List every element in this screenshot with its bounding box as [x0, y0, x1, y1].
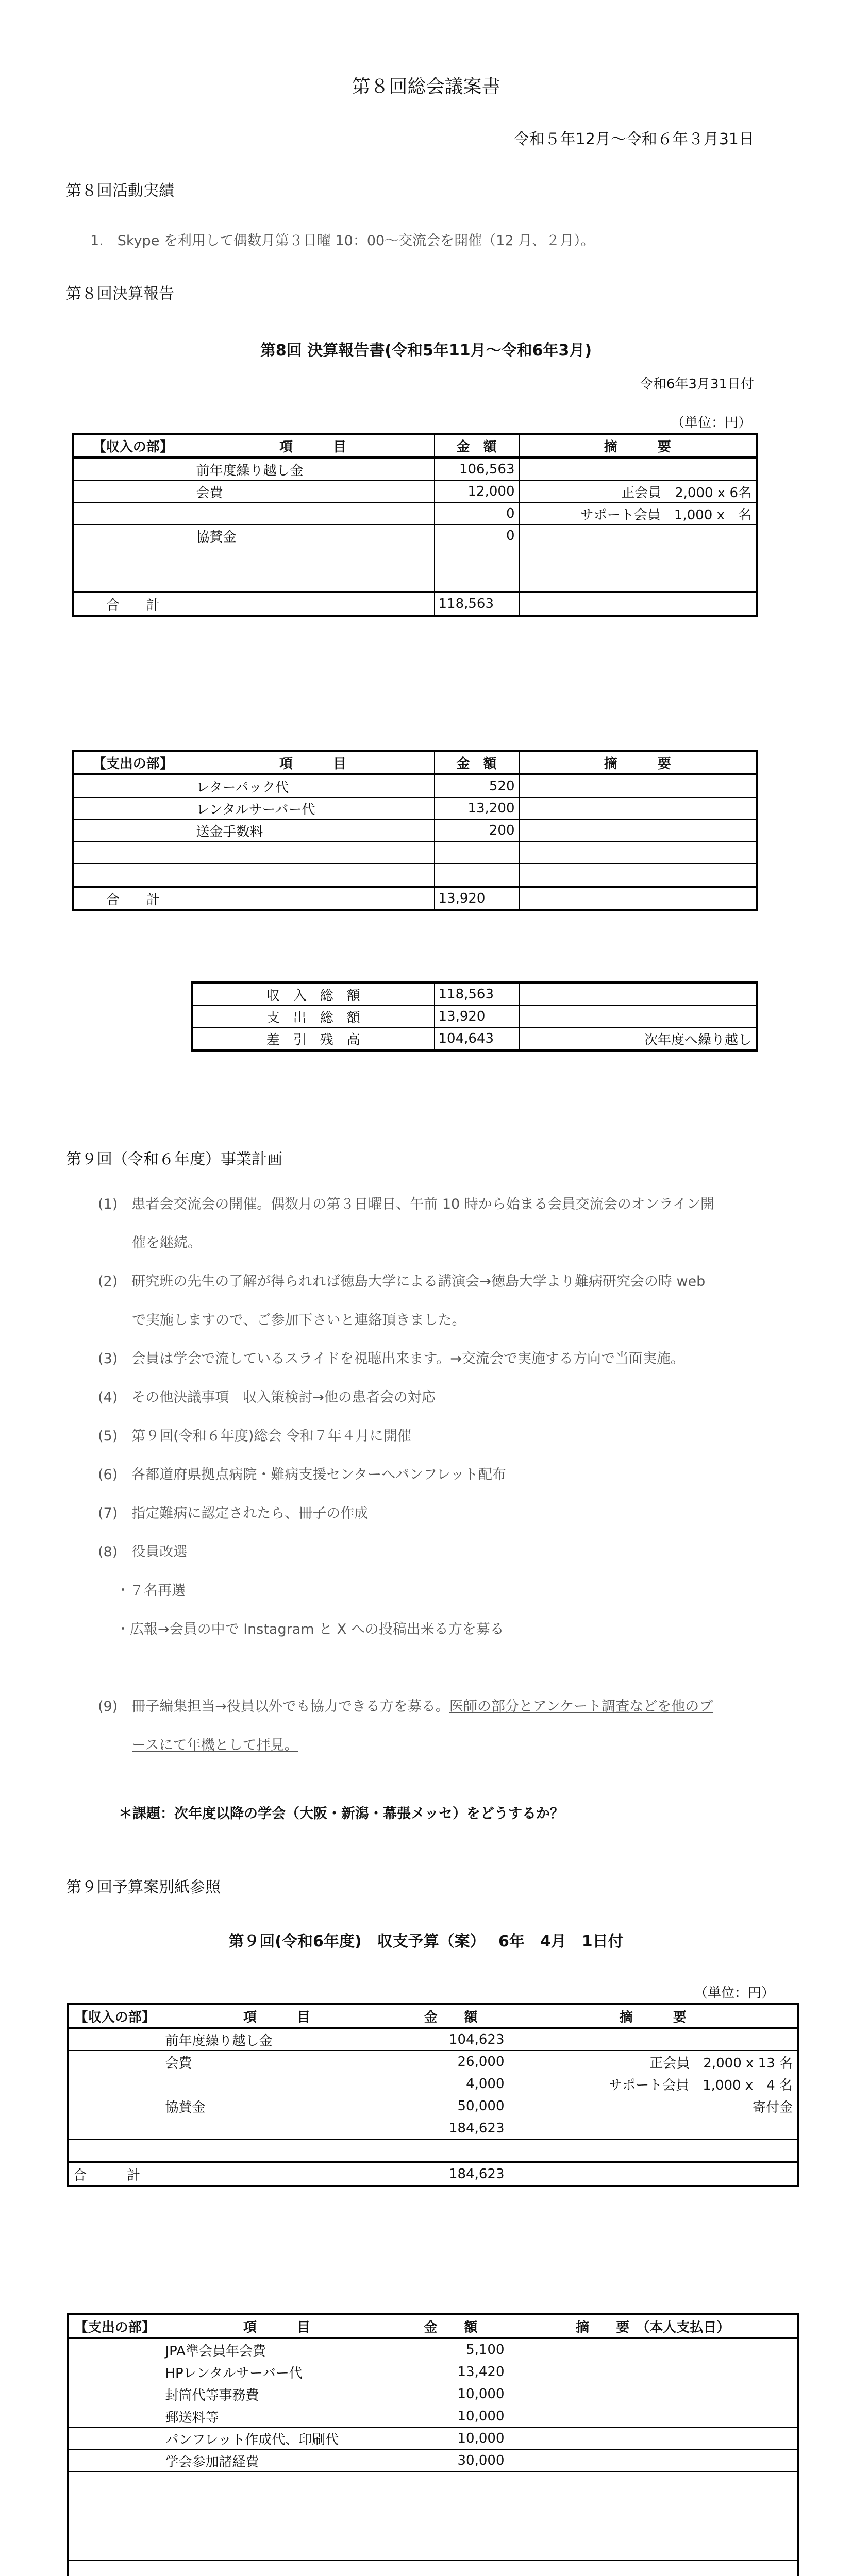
table-cell: 26,000 [393, 2051, 509, 2073]
table-row [73, 457, 757, 481]
table-cell [509, 2472, 798, 2494]
total-cell: 184,623 [393, 2162, 509, 2186]
table-cell: JPA準会員年会費 [161, 2338, 393, 2361]
table-cell [519, 798, 757, 820]
table-cell: 200 [434, 820, 519, 842]
table-row [68, 2361, 798, 2383]
table-cell [73, 481, 192, 503]
table-row [68, 2538, 798, 2561]
table-cell [509, 2383, 798, 2405]
table-cell [393, 2561, 509, 2576]
table-cell [73, 820, 192, 842]
table-cell [192, 569, 434, 592]
table-cell [393, 2472, 509, 2494]
table-row [68, 2472, 798, 2494]
table-cell [68, 2561, 161, 2576]
table-cell [192, 864, 434, 887]
table-row [73, 503, 757, 525]
table-row [68, 2405, 798, 2428]
total-row [68, 2162, 798, 2186]
table-cell [434, 547, 519, 569]
budget-title: 第９回(令和6年度) 収支予算（案） 6年 4月 1日付 [228, 1933, 624, 1951]
table-cell [73, 798, 192, 820]
table-cell: 会費 [161, 2051, 393, 2073]
plan-item: ・広報→会員の中で Instagram と X への投稿出来る方を募る [116, 1621, 504, 1637]
table-cell [434, 569, 519, 592]
column-header: 金 額 [434, 434, 519, 457]
column-header: 項 目 [192, 751, 434, 774]
table-cell [509, 2140, 798, 2163]
table-row [68, 2095, 798, 2117]
document-title: 第８回総会議案書 [352, 76, 500, 97]
summary-cell: 収 入 総 額 [192, 982, 434, 1006]
column-header: 【支出の部】 [73, 751, 192, 774]
table-cell [73, 774, 192, 798]
table-row [68, 2450, 798, 2472]
table-cell: 184,623 [393, 2117, 509, 2140]
table-cell: 前年度繰り越し金 [161, 2028, 393, 2051]
plan-item-9 [98, 1695, 713, 1715]
table-header-row [73, 434, 757, 457]
table-cell [68, 2095, 161, 2117]
column-header: 金 額 [393, 2314, 509, 2338]
plan-item-9-text: (9) 冊子編集担当→役員以外でも協力できる方を募る。 [98, 1699, 449, 1715]
total-cell: 合 計 [68, 2162, 161, 2186]
table-cell [509, 2028, 798, 2051]
table-cell: 正会員 2,000 x 13 名 [509, 2051, 798, 2073]
column-header: 項 目 [161, 2004, 393, 2028]
table-cell: 104,623 [393, 2028, 509, 2051]
budget-income-table [67, 2003, 799, 2187]
column-header: 摘 要 [519, 751, 757, 774]
table-cell [161, 2140, 393, 2163]
table-cell [68, 2051, 161, 2073]
column-header: 摘 要 （本人支払日） [509, 2314, 798, 2338]
table-cell: 13,200 [434, 798, 519, 820]
table-header-row [73, 751, 757, 774]
table-cell [192, 503, 434, 525]
plan-item: (3) 会員は学会で流しているスライドを視聴出来ます。→交流会で実施する方向で当面実施。 [98, 1351, 684, 1367]
table-cell: パンフレット作成代、印刷代 [161, 2428, 393, 2450]
table-header-row [68, 2314, 798, 2338]
table-cell: 寄付金 [509, 2095, 798, 2117]
table-cell [519, 842, 757, 864]
table-row [68, 2051, 798, 2073]
plan-item: (4) その他決議事項 収入策検討→他の患者会の対応 [98, 1389, 436, 1405]
summary-row [192, 1028, 757, 1051]
plan-item: (7) 指定難病に認定されたら、冊子の作成 [98, 1505, 369, 1521]
summary-cell [519, 1006, 757, 1028]
table-cell [73, 503, 192, 525]
table-header-row [68, 2004, 798, 2028]
table-cell: レターパック代 [192, 774, 434, 798]
table-cell [519, 457, 757, 481]
table-cell [519, 547, 757, 569]
table-row [68, 2117, 798, 2140]
settlement-report-date: 令和6年3月31日付 [639, 377, 754, 392]
table-cell: 50,000 [393, 2095, 509, 2117]
plan-item: (1) 患者会交流会の開催。偶数月の第３日曜日、午前 10 時から始まる会員交流会のオンライン開 [98, 1196, 714, 1212]
summary-cell: 支 出 総 額 [192, 1006, 434, 1028]
table-cell [434, 864, 519, 887]
column-header: 項 目 [161, 2314, 393, 2338]
total-cell [509, 2162, 798, 2186]
table-cell: 郵送料等 [161, 2405, 393, 2428]
plan-item: 催を継続。 [132, 1235, 202, 1251]
table-row [73, 774, 757, 798]
table-row [68, 2028, 798, 2051]
table-row [68, 2073, 798, 2095]
settlement-report-title: 第8回 決算報告書(令和5年11月～令和6年3月) [260, 342, 592, 360]
table-cell [509, 2338, 798, 2361]
table-cell [393, 2494, 509, 2516]
table-cell: HPレンタルサーバー代 [161, 2361, 393, 2383]
total-cell [192, 887, 434, 910]
total-cell [161, 2162, 393, 2186]
plan-item: (5) 第９回(令和６年度)総会 令和７年４月に開催 [98, 1428, 411, 1444]
activity-heading: 第８回活動実績 [66, 182, 174, 200]
summary-cell: 次年度へ繰り越し [519, 1028, 757, 1051]
table-cell: 5,100 [393, 2338, 509, 2361]
column-header: 摘 要 [519, 434, 757, 457]
table-cell: 10,000 [393, 2428, 509, 2450]
table-cell [68, 2028, 161, 2051]
table-cell: 13,420 [393, 2361, 509, 2383]
column-header: 金 額 [393, 2004, 509, 2028]
plan-heading: 第９回（令和６年度）事業計画 [66, 1150, 282, 1168]
plan-item-9-continued: ースにて年機として拝見。 [132, 1737, 298, 1753]
table-cell: 協賛金 [192, 525, 434, 547]
table-cell [509, 2428, 798, 2450]
table-cell: 10,000 [393, 2405, 509, 2428]
table-cell [519, 820, 757, 842]
table-row [68, 2516, 798, 2538]
total-cell: 13,920 [434, 887, 519, 910]
table-row [68, 2383, 798, 2405]
table-cell [68, 2383, 161, 2405]
table-cell [192, 547, 434, 569]
column-header: 【支出の部】 [68, 2314, 161, 2338]
table-cell [68, 2361, 161, 2383]
budget-expense-table [67, 2313, 799, 2576]
table-cell [393, 2538, 509, 2561]
table-cell [68, 2405, 161, 2428]
activity-item: 1. Skype を利用して偶数月第３日曜 10：00～交流会を開催（12 月、２月）。 [90, 233, 595, 249]
table-cell [73, 569, 192, 592]
table-cell: 0 [434, 525, 519, 547]
total-cell [192, 592, 434, 616]
table-cell [73, 842, 192, 864]
column-header: 摘 要 [509, 2004, 798, 2028]
issue-note: ＊課題：次年度以降の学会（大阪・新潟・幕張メッセ）をどうするか？ [119, 1806, 564, 1822]
table-cell [192, 842, 434, 864]
table-cell [68, 2338, 161, 2361]
table-cell [68, 2428, 161, 2450]
table-cell: 会費 [192, 481, 434, 503]
summary-row [192, 982, 757, 1006]
table-cell: 10,000 [393, 2383, 509, 2405]
table-cell: 送金手数料 [192, 820, 434, 842]
table-cell [68, 2140, 161, 2163]
plan-item-9-underlined: 医師の部分とアンケート調査などを他のブ [449, 1699, 713, 1715]
table-cell [434, 842, 519, 864]
total-row [73, 887, 757, 910]
table-row [73, 864, 757, 887]
table-cell [68, 2117, 161, 2140]
table-cell: 0 [434, 503, 519, 525]
settlement-summary-table [191, 981, 758, 1052]
table-cell [161, 2516, 393, 2538]
total-cell: 118,563 [434, 592, 519, 616]
table-cell: 学会参加諸経費 [161, 2450, 393, 2472]
table-row [68, 2428, 798, 2450]
table-cell: 4,000 [393, 2073, 509, 2095]
settlement-heading: 第８回決算報告 [66, 285, 174, 303]
plan-item: で実施しますので、ご参加下さいと連絡頂きました。 [132, 1312, 466, 1328]
settlement-expense-table [72, 750, 758, 911]
plan-item: (2) 研究班の先生の了解が得られれば徳島大学による講演会→徳島大学より難病研究会の時 web [98, 1274, 706, 1290]
table-cell [73, 864, 192, 887]
table-cell: サポート会員 1,000 x 名 [519, 503, 757, 525]
table-row [73, 547, 757, 569]
table-row [68, 2140, 798, 2163]
table-cell [68, 2073, 161, 2095]
summary-row [192, 1006, 757, 1028]
table-cell: 12,000 [434, 481, 519, 503]
table-cell [73, 525, 192, 547]
table-cell [509, 2450, 798, 2472]
table-row [68, 2561, 798, 2576]
table-row [68, 2494, 798, 2516]
settlement-income-table [72, 433, 758, 617]
table-cell [509, 2538, 798, 2561]
plan-item: (6) 各都道府県拠点病院・難病支援センターへパンフレット配布 [98, 1467, 506, 1483]
summary-cell: 13,920 [434, 1006, 519, 1028]
table-cell: 協賛金 [161, 2095, 393, 2117]
table-cell [161, 2494, 393, 2516]
table-cell: レンタルサーバー代 [192, 798, 434, 820]
summary-cell: 118,563 [434, 982, 519, 1006]
table-row [73, 569, 757, 592]
table-cell [161, 2538, 393, 2561]
table-cell [73, 547, 192, 569]
table-cell [161, 2472, 393, 2494]
table-cell [519, 569, 757, 592]
summary-cell: 104,643 [434, 1028, 519, 1051]
total-row [73, 592, 757, 616]
budget-heading: 第９回予算案別紙参照 [66, 1878, 221, 1896]
table-cell [519, 774, 757, 798]
table-cell [509, 2561, 798, 2576]
table-cell [73, 457, 192, 481]
total-cell [519, 887, 757, 910]
plan-item: ・７名再選 [116, 1583, 186, 1599]
column-header: 【収入の部】 [68, 2004, 161, 2028]
table-row [73, 481, 757, 503]
summary-cell [519, 982, 757, 1006]
table-cell [161, 2561, 393, 2576]
table-row [73, 525, 757, 547]
settlement-unit: （単位：円） [671, 415, 751, 431]
table-cell [68, 2450, 161, 2472]
table-cell [68, 2538, 161, 2561]
budget-unit: （単位：円） [694, 1986, 775, 2001]
column-header: 金 額 [434, 751, 519, 774]
table-cell [519, 864, 757, 887]
table-cell: サポート会員 1,000 x 4 名 [509, 2073, 798, 2095]
column-header: 項 目 [192, 434, 434, 457]
table-cell [509, 2494, 798, 2516]
table-cell [68, 2494, 161, 2516]
summary-cell: 差 引 残 高 [192, 1028, 434, 1051]
table-cell [509, 2405, 798, 2428]
table-cell: 106,563 [434, 457, 519, 481]
table-row [68, 2338, 798, 2361]
table-row [73, 798, 757, 820]
table-cell [519, 525, 757, 547]
table-row [73, 842, 757, 864]
table-cell [509, 2516, 798, 2538]
total-cell: 合 計 [73, 887, 192, 910]
total-cell [519, 592, 757, 616]
date-range: 令和５年12月～令和６年３月31日 [513, 130, 754, 148]
plan-item: (8) 役員改選 [98, 1544, 188, 1560]
total-cell: 合 計 [73, 592, 192, 616]
table-cell: 封筒代等事務費 [161, 2383, 393, 2405]
table-cell [393, 2140, 509, 2163]
table-cell [509, 2117, 798, 2140]
table-row [73, 820, 757, 842]
table-cell: 30,000 [393, 2450, 509, 2472]
table-cell [161, 2117, 393, 2140]
table-cell: 520 [434, 774, 519, 798]
column-header: 【収入の部】 [73, 434, 192, 457]
table-cell [393, 2516, 509, 2538]
table-cell [68, 2472, 161, 2494]
table-cell [68, 2516, 161, 2538]
table-cell [509, 2361, 798, 2383]
table-cell: 前年度繰り越し金 [192, 457, 434, 481]
table-cell: 正会員 2,000 x 6名 [519, 481, 757, 503]
table-cell [161, 2073, 393, 2095]
